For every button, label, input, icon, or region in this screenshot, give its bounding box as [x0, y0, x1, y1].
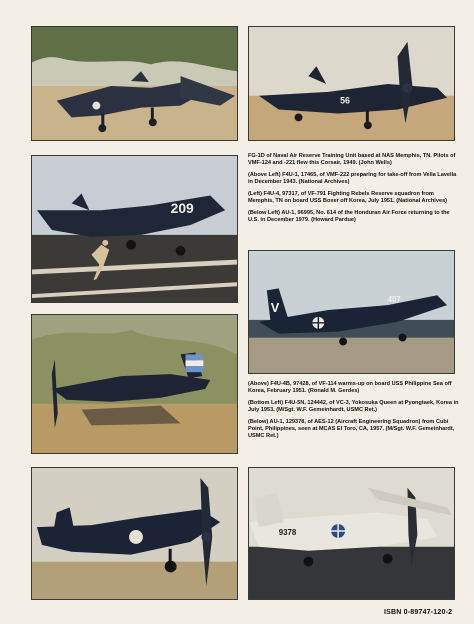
- caption-au1-aes12: (Below) AU-1, 129378, of AES-12 (Aircraft Engineering Squadron) from Cubi Point, Philippines, seen at MCAS El Toro, CA, 1957. (M/Sgt. W.F. Gemeinhardt, USMC Ret.): [248, 419, 455, 439]
- caption-f4u5n: (Bottom Left) F4U-5N, 124442, of VC-3, Yokosuka Queen at Pyongtaek, Korea in July 1953. (M/Sgt. W.F. Gemeinhardt, USMC Ret.): [248, 400, 459, 413]
- caption-f4u4: (Left) F4U-4, 97317, of VF-791 Fighting Rebels Reserve squadron from Memphis, TN on board USS Boxer off Korea, July 1951. (National Archives): [248, 191, 448, 204]
- caption-fg1d: FG-1D of Naval Air Reserve Training Unit based at NAS Memphis, TN. Pilots of VMF-124 and -221 flew this Corsair, 1949. (John Wells): [248, 153, 456, 166]
- aircraft-code-p8: 9378: [278, 527, 297, 537]
- caption-group-top: [248, 153, 461, 229]
- caption-au1-honduras: (Below Left) AU-1, 96995, No. 614 of the Honduran Air Force returning to the U.S. in December 1979. (Howard Pardue): [248, 210, 450, 223]
- photo-f4u1-takeoff: [248, 26, 455, 141]
- tail-code-p6: V: [270, 300, 280, 315]
- photo-f4u5n-yokosuka-queen: [31, 467, 238, 600]
- aircraft-code-p6: 407: [387, 295, 401, 305]
- photo-au1-honduras: [31, 314, 238, 454]
- photo-au1-aes12: [248, 467, 455, 600]
- caption-group-bottom: [248, 381, 461, 445]
- caption-f4u1: (Above Left) F4U-1, 17465, of VMF-222 preparing for take-off from Vella Lavella in December 1943. (National Archives): [248, 172, 457, 185]
- aircraft-code-p3: 209: [170, 200, 194, 217]
- aircraft-code-p2: 56: [340, 95, 351, 106]
- photo-f4u4-boxer: [31, 155, 238, 303]
- photo-f4u4b-vf114: [248, 250, 455, 374]
- caption-f4u4b: (Above) F4U-4B, 97428, of VF-114 warms-up on board USS Philippine Sea off Korea, February 1951. (Ronald M. Gerdes): [248, 381, 452, 394]
- isbn-label: ISBN 0-89747-120-2: [384, 609, 453, 616]
- photo-fg1d-parked: [31, 26, 238, 141]
